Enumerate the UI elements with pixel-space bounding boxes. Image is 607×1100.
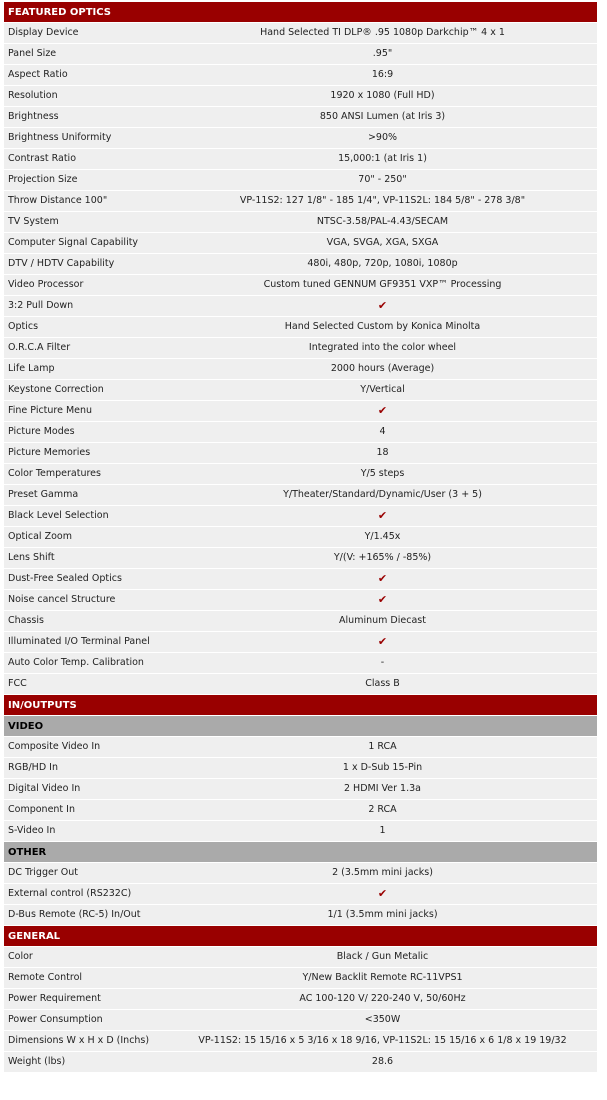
spec-label: Contrast Ratio bbox=[8, 153, 77, 164]
spec-row bbox=[4, 359, 597, 380]
spec-value: 70" - 250" bbox=[358, 174, 407, 185]
spec-row bbox=[4, 800, 597, 821]
spec-label: Picture Memories bbox=[8, 447, 91, 458]
spec-value: Y/1.45x bbox=[364, 531, 401, 542]
spec-label: Throw Distance 100" bbox=[8, 195, 108, 206]
spec-value: AC 100-120 V/ 220-240 V, 50/60Hz bbox=[299, 993, 466, 1004]
spec-value: 1/1 (3.5mm mini jacks) bbox=[327, 909, 438, 920]
spec-label: Chassis bbox=[8, 615, 44, 626]
spec-label: Brightness Uniformity bbox=[8, 132, 112, 143]
spec-label: Preset Gamma bbox=[8, 489, 79, 500]
section-header-featured-optics: FEATURED OPTICS bbox=[4, 2, 597, 23]
spec-label: Composite Video In bbox=[8, 741, 101, 752]
spec-row bbox=[4, 674, 597, 695]
spec-label: Color bbox=[8, 951, 33, 962]
spec-label: DC Trigger Out bbox=[8, 867, 78, 878]
spec-label: Component In bbox=[8, 804, 75, 815]
spec-value: VP-11S2: 15 15/16 x 5 3/16 x 18 9/16, VP-11S2L: 15 15/16 x 6 1/8 x 19 19/32 bbox=[198, 1035, 567, 1046]
spec-row bbox=[4, 947, 597, 968]
spec-label: Power Requirement bbox=[8, 993, 101, 1004]
spec-row bbox=[4, 779, 597, 800]
spec-label: Dimensions W x H x D (Inchs) bbox=[8, 1035, 150, 1046]
spec-value: Integrated into the color wheel bbox=[308, 342, 457, 353]
spec-value: 16:9 bbox=[371, 69, 394, 80]
subsection-header-other: OTHER bbox=[4, 842, 597, 863]
spec-label: Auto Color Temp. Calibration bbox=[8, 657, 144, 668]
spec-label: D-Bus Remote (RC-5) In/Out bbox=[8, 909, 141, 920]
spec-row bbox=[4, 191, 597, 212]
spec-row bbox=[4, 590, 597, 611]
spec-label: Weight (lbs) bbox=[8, 1056, 66, 1067]
spec-row bbox=[4, 821, 597, 842]
spec-value: NTSC-3.58/PAL-4.43/SECAM bbox=[316, 216, 449, 227]
spec-value: Aluminum Diecast bbox=[339, 615, 426, 626]
spec-row bbox=[4, 233, 597, 254]
spec-label: Fine Picture Menu bbox=[8, 405, 93, 416]
spec-label: FCC bbox=[8, 678, 27, 689]
spec-value: Black / Gun Metalic bbox=[336, 951, 429, 962]
section-header-in-outputs: IN/OUTPUTS bbox=[4, 695, 597, 716]
spec-value: Y/Vertical bbox=[360, 384, 405, 395]
spec-row bbox=[4, 338, 597, 359]
spec-label: Brightness bbox=[8, 111, 59, 122]
spec-row bbox=[4, 653, 597, 674]
spec-value: 18 bbox=[376, 447, 389, 458]
subsection-header-video: VIDEO bbox=[4, 716, 597, 737]
spec-label: Computer Signal Capability bbox=[8, 237, 139, 248]
spec-row bbox=[4, 422, 597, 443]
spec-row bbox=[4, 1031, 597, 1052]
spec-value: 1920 x 1080 (Full HD) bbox=[330, 90, 435, 101]
spec-row bbox=[4, 149, 597, 170]
spec-label: External control (RS232C) bbox=[8, 888, 132, 899]
spec-row bbox=[4, 464, 597, 485]
check-icon: ✔ bbox=[377, 299, 388, 312]
spec-value: VGA, SVGA, XGA, SXGA bbox=[326, 237, 439, 248]
spec-row bbox=[4, 737, 597, 758]
spec-value: Class B bbox=[365, 678, 400, 689]
check-icon: ✔ bbox=[377, 887, 388, 900]
spec-value: Y/(V: +165% / -85%) bbox=[333, 552, 432, 563]
spec-label: Noise cancel Structure bbox=[8, 594, 116, 605]
spec-value: 2 HDMI Ver 1.3a bbox=[343, 783, 421, 794]
spec-label: O.R.C.A Filter bbox=[8, 342, 71, 353]
check-icon: ✔ bbox=[377, 593, 388, 606]
spec-value: Hand Selected Custom by Konica Minolta bbox=[284, 321, 481, 332]
spec-label: Color Temperatures bbox=[8, 468, 101, 479]
spec-row bbox=[4, 527, 597, 548]
check-icon: ✔ bbox=[377, 509, 388, 522]
spec-label: Dust-Free Sealed Optics bbox=[8, 573, 122, 584]
spec-row bbox=[4, 1052, 597, 1073]
spec-row bbox=[4, 443, 597, 464]
spec-value: Y/New Backlit Remote RC-11VPS1 bbox=[302, 972, 463, 983]
spec-row bbox=[4, 128, 597, 149]
spec-row bbox=[4, 611, 597, 632]
spec-label: Resolution bbox=[8, 90, 58, 101]
spec-row bbox=[4, 884, 597, 905]
spec-label: Digital Video In bbox=[8, 783, 81, 794]
spec-label: Aspect Ratio bbox=[8, 69, 68, 80]
spec-row bbox=[4, 86, 597, 107]
spec-label: Illuminated I/O Terminal Panel bbox=[8, 636, 150, 647]
spec-value: >90% bbox=[367, 132, 398, 143]
spec-label: Optics bbox=[8, 321, 39, 332]
spec-value: 28.6 bbox=[371, 1056, 394, 1067]
spec-row bbox=[4, 863, 597, 884]
spec-value: 1 x D-Sub 15-Pin bbox=[342, 762, 423, 773]
spec-row bbox=[4, 632, 597, 653]
spec-row bbox=[4, 380, 597, 401]
spec-value: 480i, 480p, 720p, 1080i, 1080p bbox=[307, 258, 458, 269]
spec-label: Picture Modes bbox=[8, 426, 75, 437]
spec-row bbox=[4, 317, 597, 338]
spec-row bbox=[4, 485, 597, 506]
spec-label: Panel Size bbox=[8, 48, 57, 59]
spec-value: Custom tuned GENNUM GF9351 VXP™ Processing bbox=[263, 279, 502, 290]
spec-value: 2 RCA bbox=[368, 804, 397, 815]
section-header-general: GENERAL bbox=[4, 926, 597, 947]
spec-row bbox=[4, 401, 597, 422]
spec-label: Optical Zoom bbox=[8, 531, 72, 542]
spec-label: Black Level Selection bbox=[8, 510, 109, 521]
spec-row bbox=[4, 212, 597, 233]
spec-table bbox=[4, 2, 597, 1073]
spec-row bbox=[4, 506, 597, 527]
spec-row bbox=[4, 968, 597, 989]
spec-value: 2 (3.5mm mini jacks) bbox=[332, 867, 433, 878]
spec-label: Projection Size bbox=[8, 174, 78, 185]
spec-row bbox=[4, 569, 597, 590]
spec-row bbox=[4, 989, 597, 1010]
spec-row bbox=[4, 44, 597, 65]
spec-row bbox=[4, 107, 597, 128]
spec-label: Life Lamp bbox=[8, 363, 55, 374]
spec-value: <350W bbox=[364, 1014, 401, 1025]
spec-label: RGB/HD In bbox=[8, 762, 58, 773]
check-icon: ✔ bbox=[377, 572, 388, 585]
spec-row bbox=[4, 296, 597, 317]
spec-value: 2000 hours (Average) bbox=[330, 363, 435, 374]
spec-value: .95" bbox=[372, 48, 393, 59]
spec-value: 4 bbox=[379, 426, 386, 437]
spec-row bbox=[4, 170, 597, 191]
spec-row bbox=[4, 548, 597, 569]
spec-row bbox=[4, 905, 597, 926]
spec-label: TV System bbox=[8, 216, 59, 227]
spec-label: S-Video In bbox=[8, 825, 56, 836]
spec-label: DTV / HDTV Capability bbox=[8, 258, 115, 269]
spec-label: Power Consumption bbox=[8, 1014, 103, 1025]
check-icon: ✔ bbox=[377, 635, 388, 648]
spec-value: 850 ANSI Lumen (at Iris 3) bbox=[319, 111, 446, 122]
spec-row bbox=[4, 275, 597, 296]
spec-value: 1 bbox=[379, 825, 386, 836]
spec-row bbox=[4, 1010, 597, 1031]
spec-label: Keystone Correction bbox=[8, 384, 104, 395]
spec-value: 1 RCA bbox=[368, 741, 397, 752]
spec-label: Video Processor bbox=[8, 279, 84, 290]
spec-row bbox=[4, 23, 597, 44]
check-icon: ✔ bbox=[377, 404, 388, 417]
spec-label: Lens Shift bbox=[8, 552, 55, 563]
spec-row bbox=[4, 254, 597, 275]
spec-label: Remote Control bbox=[8, 972, 83, 983]
spec-row bbox=[4, 758, 597, 779]
spec-value: - bbox=[380, 657, 385, 668]
spec-value: Y/5 steps bbox=[360, 468, 405, 479]
spec-label: Display Device bbox=[8, 27, 79, 38]
spec-value: Y/Theater/Standard/Dynamic/User (3 + 5) bbox=[283, 489, 482, 500]
spec-value: Hand Selected TI DLP® .95 1080p Darkchip™ 4 x 1 bbox=[260, 27, 505, 38]
spec-value: VP-11S2: 127 1/8" - 185 1/4", VP-11S2L: 184 5/8" - 278 3/8" bbox=[239, 195, 526, 206]
spec-row bbox=[4, 65, 597, 86]
spec-label: 3:2 Pull Down bbox=[8, 300, 74, 311]
spec-value: 15,000:1 (at Iris 1) bbox=[338, 153, 427, 164]
